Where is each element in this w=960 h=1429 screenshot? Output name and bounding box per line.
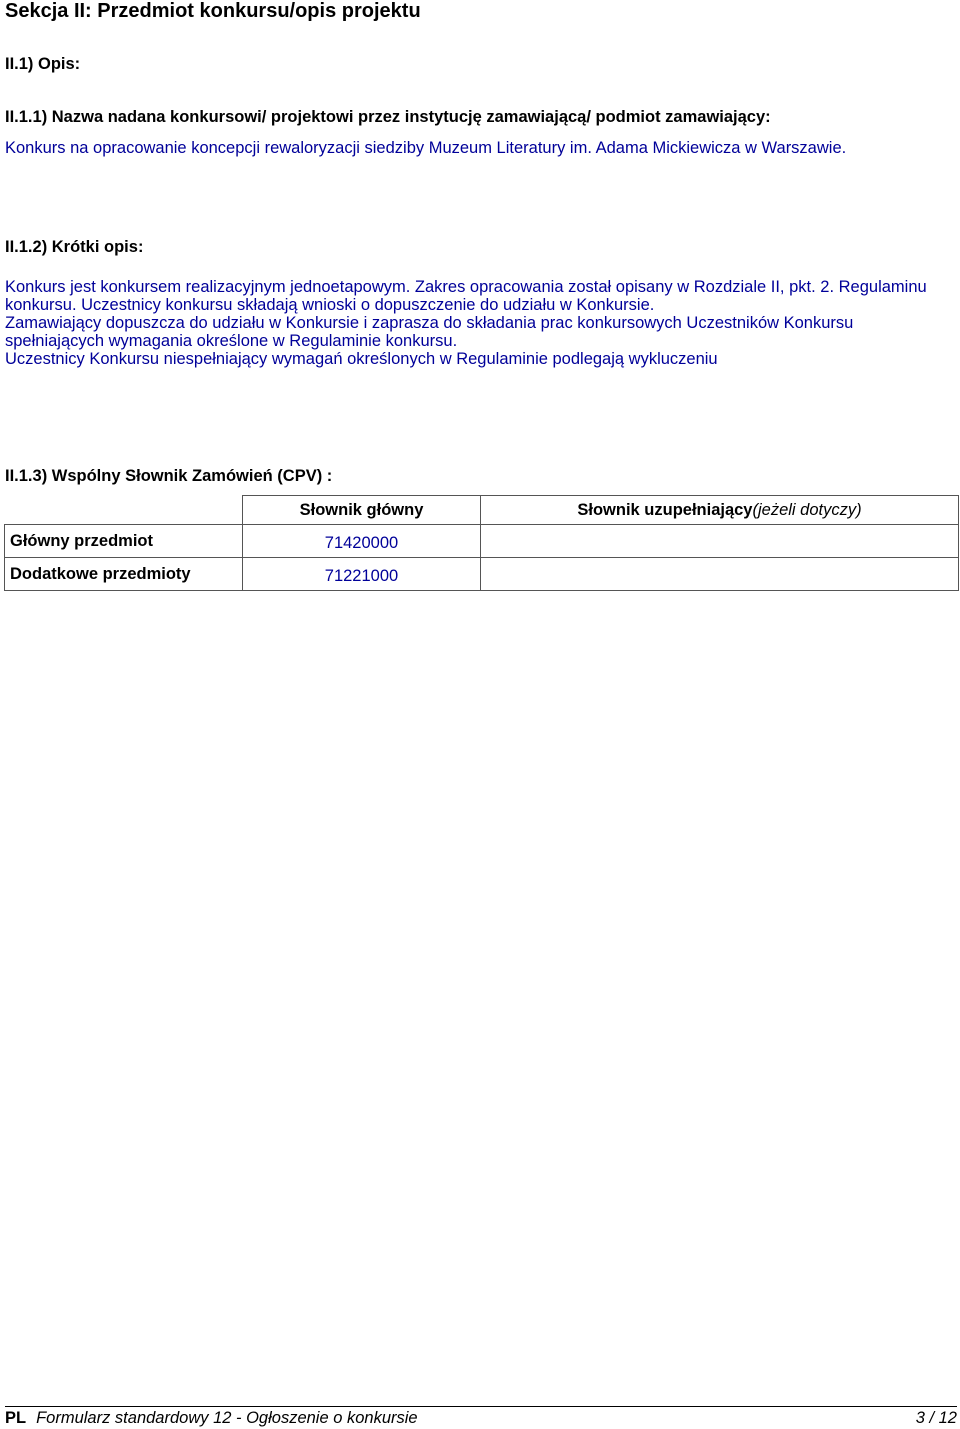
contest-name-heading: II.1.1) Nazwa nadana konkursowi/ projektowi przez instytucję zamawiającą/ podmiot zamawiający:	[5, 108, 771, 126]
additional-subjects-label: Dodatkowe przedmioty	[5, 558, 243, 591]
additional-subjects-supplementary	[481, 558, 959, 591]
cpv-header-row	[5, 496, 959, 525]
supplementary-dictionary-label: Słownik uzupełniający	[577, 500, 753, 519]
page-footer	[5, 1406, 957, 1429]
cpv-heading: II.1.3) Wspólny Słownik Zamówień (CPV) :	[5, 467, 333, 485]
supplementary-dictionary-header	[481, 496, 959, 525]
table-row	[5, 525, 959, 558]
cpv-table	[4, 495, 959, 591]
opis-heading: II.1) Opis:	[5, 55, 81, 73]
contest-name-value: Konkurs na opracowanie koncepcji rewaloryzacji siedziby Muzeum Literatury im. Adama Mickiewicza w Warszawie.	[5, 139, 847, 157]
main-subject-code: 71420000	[243, 525, 481, 558]
main-dictionary-header: Słownik główny	[243, 496, 481, 525]
main-subject-label: Główny przedmiot	[5, 525, 243, 558]
description-paragraph: Uczestnicy Konkursu niespełniający wymagań określonych w Regulaminie podlegają wykluczeniu	[5, 350, 718, 368]
footer-page-number: 3 / 12	[915, 1409, 957, 1427]
footer-language: PL	[5, 1409, 27, 1427]
supplementary-dictionary-note: (jeżeli dotyczy)	[752, 500, 862, 519]
short-description-heading: II.1.2) Krótki opis:	[5, 238, 144, 256]
description-paragraph: Konkurs jest konkursem realizacyjnym jednoetapowym. Zakres opracowania został opisany w Rozdziale II, pkt. 2. Regulaminu konkursu. Uczestnicy konkursu składają wnioski o dopuszczenie do udziału w Konkursie.	[5, 278, 927, 314]
cpv-corner-cell	[5, 496, 243, 525]
section-title: Sekcja II: Przedmiot konkursu/opis projektu	[5, 0, 421, 22]
additional-subjects-code: 71221000	[243, 558, 481, 591]
short-description	[5, 278, 940, 368]
table-row	[5, 558, 959, 591]
footer-form-name: Formularz standardowy 12 - Ogłoszenie o konkursie	[36, 1409, 418, 1427]
description-paragraph: Zamawiający dopuszcza do udziału w Konkursie i zaprasza do składania prac konkursowych Uczestników Konkursu spełniających wymagania określone w Regulaminie konkursu.	[5, 314, 854, 350]
main-subject-supplementary	[481, 525, 959, 558]
